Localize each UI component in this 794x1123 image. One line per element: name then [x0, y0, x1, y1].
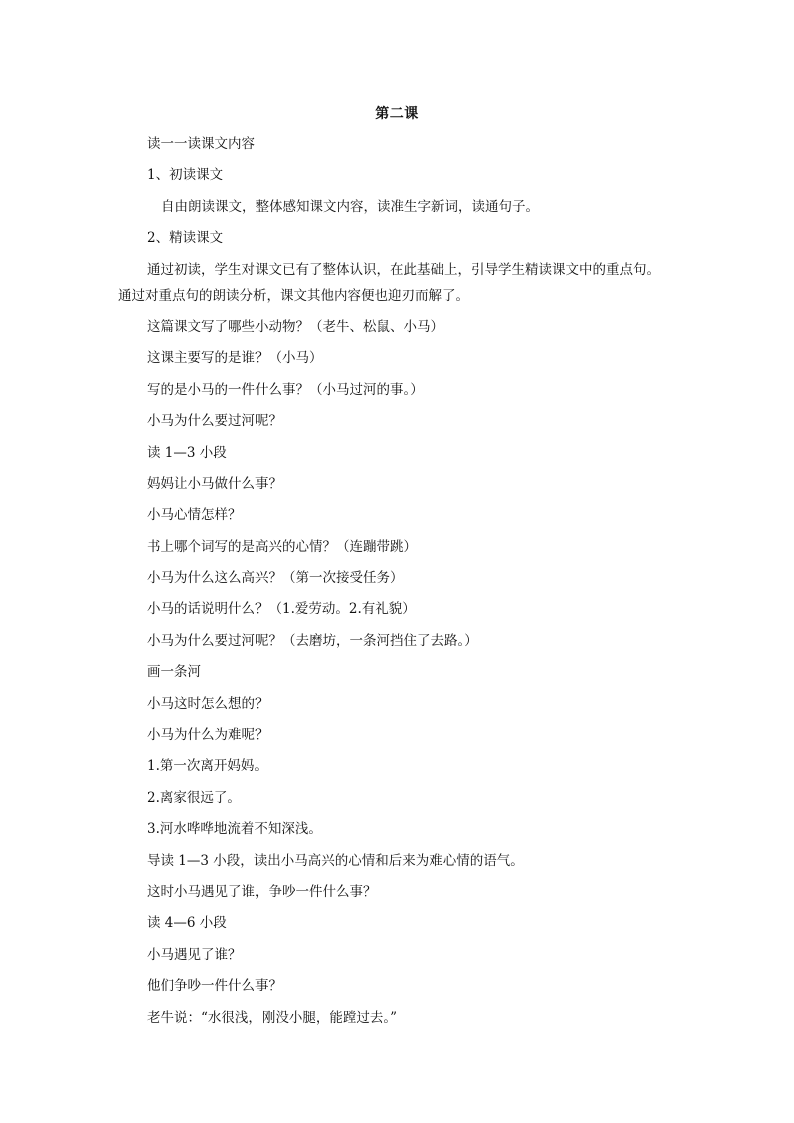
quote-line: 老牛说：“水很浅，刚没小腿，能蹚过去。”	[147, 1009, 398, 1026]
question-line: 这时小马遇见了谁，争吵一件什么事？	[147, 883, 377, 900]
step-heading: 2、精读课文	[147, 230, 224, 247]
paragraph: 自由朗读课文，整体感知课文内容，读准生字新词，读通句子。	[161, 198, 539, 215]
question-line: 这篇课文写了哪些小动物？（老牛、松鼠、小马）	[147, 318, 444, 335]
list-item: 3.河水哗哗地流着不知深浅。	[147, 821, 322, 838]
lesson-title: 第二课	[375, 106, 419, 122]
list-item: 2.离家很远了。	[147, 789, 241, 806]
activity-line: 画一条河	[147, 664, 201, 681]
question-line: 小马为什么为难呢？	[147, 727, 269, 744]
question-line: 小马为什么要过河呢？（去磨坊，一条河挡住了去路。）	[147, 632, 478, 649]
question-line: 小马的话说明什么？（1.爱劳动。2.有礼貌）	[147, 601, 416, 618]
question-line: 小马这时怎么想的？	[147, 695, 269, 712]
lesson-body	[118, 133, 698, 1038]
question-line: 他们争吵一件什么事？	[147, 978, 282, 995]
question-line: 妈妈让小马做什么事？	[147, 475, 282, 492]
paragraph-continuation: 通过对重点句的朗读分析，课文其他内容便也迎刃而解了。	[118, 287, 469, 304]
paragraph: 通过初读，学生对课文已有了整体认识，在此基础上，引导学生精读课文中的重点句。	[147, 261, 660, 278]
question-line: 这课主要写的是谁？（小马）	[147, 350, 323, 367]
question-line: 小马为什么要过河呢？	[147, 413, 282, 430]
reading-instruction: 读 4—6 小段	[147, 915, 227, 932]
question-line: 小马心情怎样？	[147, 507, 242, 524]
section-heading: 读一一读课文内容	[147, 136, 255, 152]
question-line: 小马为什么这么高兴？（第一次接受任务）	[147, 570, 404, 587]
reading-instruction: 读 1—3 小段	[147, 444, 227, 461]
list-item: 1.第一次离开妈妈。	[147, 758, 268, 775]
question-line: 写的是小马的一件什么事？（小马过河的事。）	[147, 381, 424, 398]
question-line: 书上哪个词写的是高兴的心情？（连蹦带跳）	[147, 538, 417, 555]
question-line: 小马遇见了谁？	[147, 946, 242, 963]
reading-instruction: 导读 1—3 小段，读出小马高兴的心情和后来为难心情的语气。	[147, 852, 524, 869]
step-heading: 1、初读课文	[147, 167, 224, 184]
